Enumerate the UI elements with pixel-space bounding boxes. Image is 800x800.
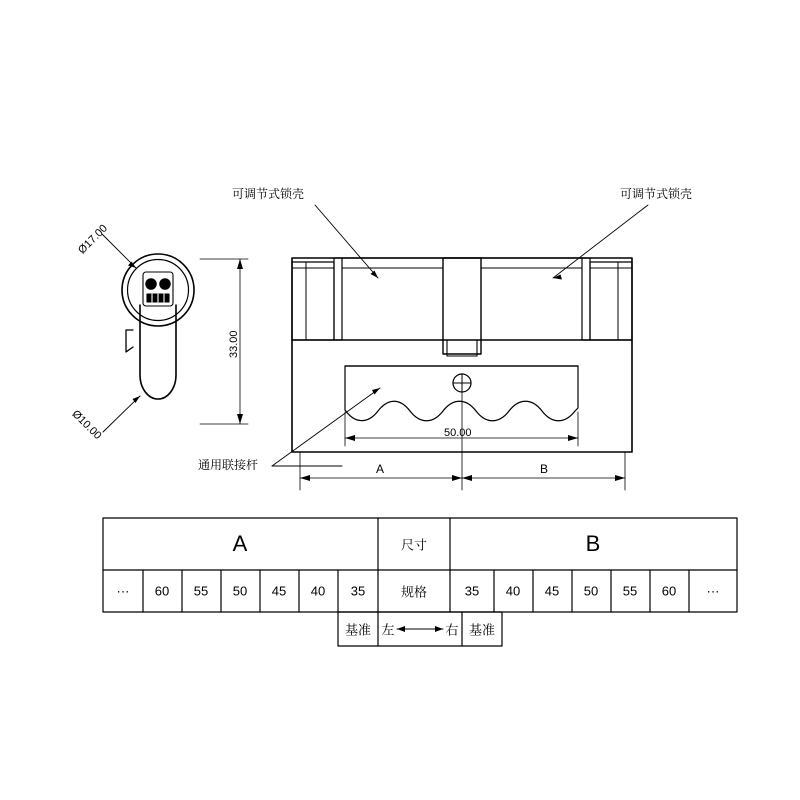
table-cell-b-1: 40 [505, 583, 521, 599]
annotation-connector-rod: 通用联接杆 [198, 458, 259, 472]
dimension-height-33 [200, 259, 248, 424]
table-cell-a-2: 50 [232, 583, 248, 599]
table-cell-a-ellipsis: ··· [116, 583, 130, 599]
dimension-section-b-label: B [540, 462, 549, 476]
table-cell-b-3: 50 [583, 583, 599, 599]
table-footer-right-datum: 基准 [468, 622, 496, 638]
annotation-right-shell: 可调节式锁壳 [620, 187, 693, 201]
leader-connector-rod [272, 388, 380, 466]
table-cell-b-ellipsis: ··· [706, 583, 720, 599]
dimension-section-a-label: A [376, 462, 385, 476]
leader-inner-diameter [103, 396, 140, 432]
table-footer-right-dir: 右 [445, 622, 459, 638]
table-cell-b-2: 45 [544, 583, 560, 599]
dimension-center-width-label: 50.00 [444, 427, 472, 439]
table-header-b: B [585, 531, 601, 556]
table-header-size: 尺寸 [400, 537, 428, 553]
leader-left-shell [315, 205, 378, 278]
table-cell-b-4: 55 [622, 583, 638, 599]
table-header-a: A [232, 531, 248, 556]
table-cell-spec-label: 规格 [400, 584, 428, 600]
table-cell-a-0: 60 [154, 583, 170, 599]
table-cell-b-0: 35 [464, 583, 480, 599]
leader-outer-diameter [102, 234, 136, 268]
table-cell-a-3: 45 [271, 583, 287, 599]
table-cell-b-5: 60 [661, 583, 677, 599]
table-footer-left-datum: 基准 [344, 622, 372, 638]
end-view-profile [122, 254, 194, 399]
table-cell-a-5: 35 [350, 583, 366, 599]
dimension-outer-diameter: Ø17.00 [76, 222, 111, 257]
table-footer-left-dir: 左 [381, 622, 395, 638]
dimension-height-label: 33.00 [228, 330, 240, 358]
table-cell-a-1: 55 [193, 583, 209, 599]
table-cell-a-4: 40 [310, 583, 326, 599]
annotation-left-shell: 可调节式锁壳 [232, 187, 305, 201]
dimension-inner-diameter: Ø10.00 [69, 408, 104, 443]
